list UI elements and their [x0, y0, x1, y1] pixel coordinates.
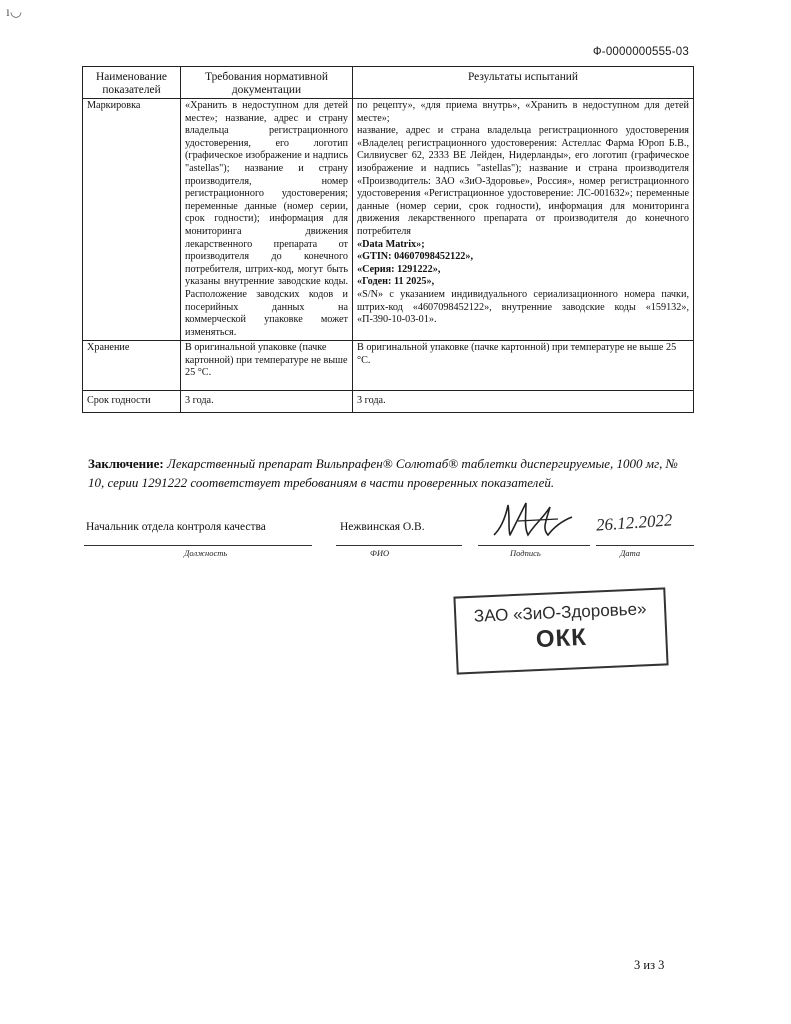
stamp-organization: ЗАО «ЗиО-Здоровье»	[473, 599, 647, 626]
row-result-storage: В оригинальной упаковке (пачке картонной) при температуре не выше 25 °С.	[353, 341, 694, 391]
table-row	[83, 341, 694, 391]
qc-stamp	[453, 587, 668, 674]
result-line: «Серия: 1291222»,	[357, 263, 441, 275]
caption-position: Должность	[184, 548, 228, 558]
name-line	[336, 545, 462, 546]
conclusion	[88, 454, 696, 492]
caption-name: ФИО	[370, 548, 390, 558]
conclusion-text: Лекарственный препарат Вильпрафен® Солютаб® таблетки диспергируемые, 1000 мг, № 10, серии 1291222 соответствует требованиям в части проверенных показателей.	[88, 456, 678, 490]
row-requirement-storage: В оригинальной упаковке (пачке картонной) при температуре не выше 25 °С.	[181, 341, 353, 391]
row-name-shelf-life: Срок годности	[83, 391, 181, 413]
date-line	[596, 545, 694, 546]
row-name-marking: Маркировка	[83, 99, 181, 341]
row-result-marking	[353, 99, 694, 341]
document-code: Ф-0000000555-03	[592, 46, 689, 58]
table-header-row	[83, 67, 694, 99]
header-parameter: Наименование показателей	[83, 67, 181, 99]
stamp-department: ОКК	[535, 623, 588, 654]
result-line: «Годен: 11 2025»,	[357, 276, 435, 288]
row-requirement-marking: «Хранить в недоступном для детей месте»; название, адрес и страну владельца регистрационного удостоверения, его логотип (графическое изображение и надпись "astellas"); название и страну производителя, номер регистрационного удостоверения; переменные данные (номер серии, срок годности); информация для мониторинга движения лекарственного препарата от производителя до конечного потребителя, штрих-код, могут быть указаны внутренние заводские коды. Расположение заводских кодов и посерийных данных на коммерческой упаковке может изменяться.	[181, 99, 353, 341]
result-line: по рецепту», «для приема внутрь», «Хранить в недоступном для детей месте»;	[357, 100, 689, 124]
row-requirement-shelf-life: 3 года.	[181, 391, 353, 413]
conclusion-label: Заключение:	[88, 456, 164, 471]
corner-mark: ı◡	[6, 5, 23, 20]
table-row	[83, 391, 694, 413]
signature-block	[0, 510, 791, 559]
header-results: Результаты испытаний	[353, 67, 694, 99]
results-table	[82, 66, 694, 413]
row-result-shelf-life: 3 года.	[353, 391, 694, 413]
signature-date: 26.12.2022	[595, 510, 674, 535]
caption-date: Дата	[620, 548, 641, 558]
position-line	[84, 545, 312, 546]
signer-name: Нежвинская О.В.	[340, 521, 425, 533]
result-line: название, адрес и страна владельца регистрационного удостоверения «Владелец регистрационного удостоверения: Астеллас Фарма Юроп Б.В., Силвиусвег 62, 2333 BE Лейден, Нидерланды», его логотип (графическое изображение и надпись "astellas"); название и страна производителя «Производитель: ЗАО «ЗиО-Здоровье», Россия», номер регистрационного удостоверения «Регистрационное удостоверение: ЛС-001632»; переменные данные (номер серии, срок годности), информация для мониторинга движения лекарственного препарата от производителя до конечного потребителя	[357, 125, 689, 237]
page-number: 3 из 3	[634, 958, 665, 972]
caption-signature: Подпись	[510, 548, 541, 558]
header-requirements: Требования нормативной документации	[181, 67, 353, 99]
result-line: «GTIN: 04607098452122»,	[357, 251, 474, 263]
result-line: «Data Matrix»;	[357, 238, 425, 250]
signature-line	[478, 545, 590, 546]
handwritten-signature	[488, 497, 580, 543]
result-line: «S/N» с указанием индивидуального сериализационного номера пачки, штрих-код «4607098452122», внутренние заводские коды «159132», «П-390-10-03-01».	[357, 288, 689, 326]
row-name-storage: Хранение	[83, 341, 181, 391]
table-row	[83, 99, 694, 341]
signer-position: Начальник отдела контроля качества	[86, 521, 266, 533]
